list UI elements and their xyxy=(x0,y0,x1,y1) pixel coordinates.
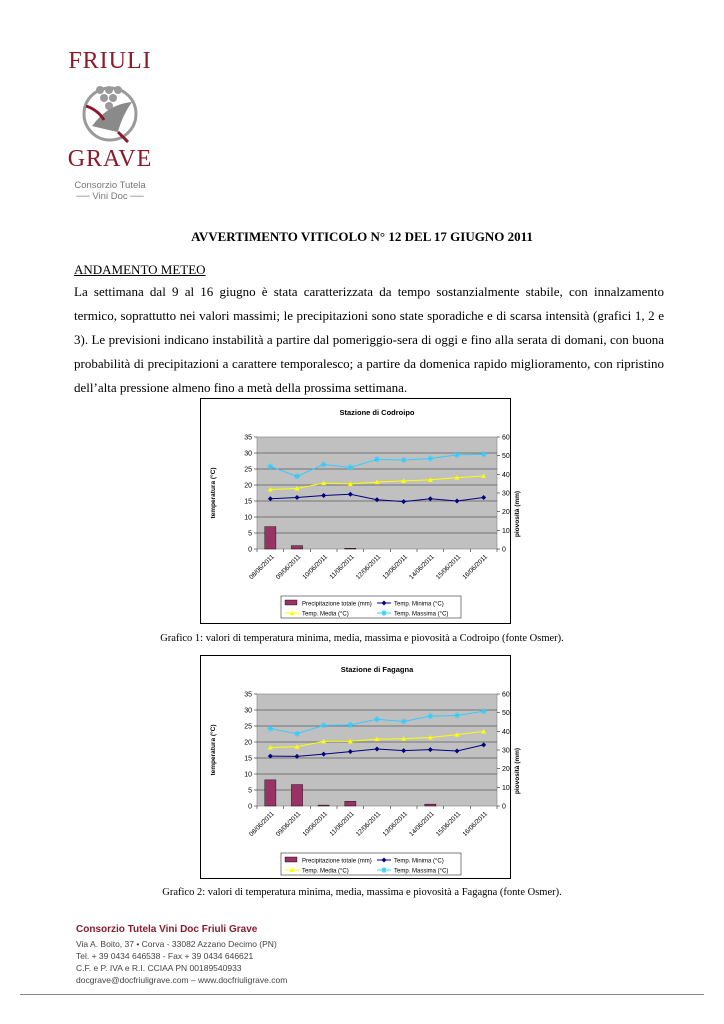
caption-chart-2: Grafico 2: valori di temperatura minima, media, massima e piovosità a Fagagna (fonte Osmer). xyxy=(162,887,562,898)
codroipo-xtick-label: 08/06/2011 xyxy=(248,553,276,582)
footer-phone: Tel. + 39 0434 646538 - Fax + 39 0434 646621 xyxy=(76,951,254,961)
codroipo-xtick-label: 14/06/2011 xyxy=(408,553,436,582)
codroipo-ytick-label: 0 xyxy=(248,546,252,554)
codroipo-bar-precip xyxy=(265,527,276,549)
codroipo-plot-area xyxy=(257,437,497,549)
fagagna-xtick-label: 13/06/2011 xyxy=(381,810,410,839)
fagagna-ytick-label: 25 xyxy=(244,723,252,731)
fagagna-legend-swatch xyxy=(285,857,297,862)
fagagna-title: Stazione di Fagagna xyxy=(340,665,414,674)
codroipo-legend-label: Temp. Minima (°C) xyxy=(394,601,444,608)
codroipo-ytick-label: 35 xyxy=(244,434,252,442)
fagagna-legend-label: Temp. Massima (°C) xyxy=(394,868,449,875)
chart-fagagna xyxy=(200,655,521,879)
weather-paragraph: La settimana dal 9 al 16 giugno è stata caratterizzata da tempo sostanzialmente stabile, con innalzamento termico, soprattutto nei valori massimi; le precipitazioni sono state sporadiche e di scarsa intensità (grafici 1, 2 e 3). Le previsioni indicano instabilità a partire dal pomeriggio-sera di oggi e fino alla serata di domani, con buona probabilità di precipitazioni a carattere temporalesco; a partire da domenica rapido miglioramento, con ripristino dell’alta pressione almeno fino a metà della prossima settimana. xyxy=(74,284,664,395)
fagagna-bar-precip xyxy=(265,780,276,806)
fagagna-y2tick-label: 10 xyxy=(502,784,510,792)
codroipo-ytick-label: 5 xyxy=(248,530,252,538)
fagagna-y2tick-label: 60 xyxy=(502,691,510,699)
fagagna-ytick-label: 0 xyxy=(248,803,252,811)
codroipo-y2tick-label: 50 xyxy=(502,453,510,461)
logo-brand-bottom: GRAVE xyxy=(67,146,153,172)
grape-emblem-icon xyxy=(78,76,142,146)
fagagna-ytick-label: 35 xyxy=(244,691,252,699)
chart-codroipo xyxy=(200,398,521,624)
chart-codroipo-svg xyxy=(201,399,521,623)
codroipo-ytick-label: 20 xyxy=(244,482,252,490)
fagagna-xtick-label: 16/06/2011 xyxy=(461,810,490,839)
fagagna-xtick-label: 09/06/2011 xyxy=(274,810,303,839)
logo-brand-top: FRIULI xyxy=(68,48,152,74)
codroipo-xtick-label: 13/06/2011 xyxy=(381,553,410,582)
codroipo-ytick-label: 10 xyxy=(244,514,252,522)
codroipo-y2label: piovosità (mm) xyxy=(514,490,521,538)
fagagna-xtick-label: 12/06/2011 xyxy=(354,810,383,839)
footer-name: Consorzio Tutela Vini Doc Friuli Grave xyxy=(76,924,258,935)
fagagna-ylabel: temperatura (°C) xyxy=(210,724,217,776)
codroipo-y2tick-label: 10 xyxy=(502,527,510,535)
fagagna-xtick-label: 14/06/2011 xyxy=(408,810,436,839)
fagagna-y2tick-label: 0 xyxy=(502,803,506,811)
consorzio-logo xyxy=(60,48,160,208)
fagagna-xtick-label: 11/06/2011 xyxy=(328,810,356,838)
footer-contact xyxy=(76,924,287,986)
codroipo-xtick-label: 11/06/2011 xyxy=(328,553,356,581)
codroipo-bar-precip xyxy=(291,546,302,549)
codroipo-xtick-label: 10/06/2011 xyxy=(301,553,330,582)
codroipo-y2tick-label: 40 xyxy=(502,471,510,479)
logo-tagline xyxy=(60,180,160,202)
fagagna-xtick-label: 08/06/2011 xyxy=(248,810,276,839)
footer-contact-line: docgrave@docfriuligrave.com – www.docfriuligrave.com xyxy=(76,975,288,985)
fagagna-y2tick-label: 20 xyxy=(502,766,510,774)
document-title: AVVERTIMENTO VITICOLO N° 12 DEL 17 GIUGNO 2011 xyxy=(191,229,533,244)
fagagna-ytick-label: 30 xyxy=(244,707,252,715)
fagagna-xtick-label: 15/06/2011 xyxy=(434,810,463,839)
logo-tagline-line2: ── Vini Doc ── xyxy=(76,191,144,202)
fagagna-bar-precip xyxy=(318,805,329,806)
codroipo-legend-label: Temp. Massima (°C) xyxy=(394,611,449,618)
codroipo-xtick-label: 09/06/2011 xyxy=(274,553,303,582)
fagagna-bar-precip xyxy=(345,801,356,806)
codroipo-xtick-label: 12/06/2011 xyxy=(354,553,383,582)
fagagna-bar-precip xyxy=(425,804,436,806)
codroipo-legend-label: Precipitazione totale (mm) xyxy=(302,601,372,608)
chart-fagagna-svg xyxy=(201,656,521,878)
fagagna-legend-label: Temp. Media (°C) xyxy=(302,868,349,875)
section-heading: ANDAMENTO METEO xyxy=(74,262,206,277)
fagagna-y2label: piovosità (mm) xyxy=(514,747,521,795)
caption-chart-1: Grafico 1: valori di temperatura minima, media, massima e piovosità a Codroipo (fonte Osmer). xyxy=(160,633,564,644)
fagagna-legend-label: Precipitazione totale (mm) xyxy=(302,858,372,865)
codroipo-ylabel: temperatura (°C) xyxy=(210,467,217,519)
fagagna-xtick-label: 10/06/2011 xyxy=(301,810,330,839)
codroipo-title: Stazione di Codroipo xyxy=(339,408,415,417)
codroipo-y2tick-label: 30 xyxy=(502,490,510,498)
footer-address: Via A. Boito, 37 • Corva - 33082 Azzano Decimo (PN) xyxy=(76,939,277,949)
codroipo-y2tick-label: 20 xyxy=(502,509,510,517)
codroipo-legend-swatch xyxy=(285,600,297,605)
fagagna-y2tick-label: 50 xyxy=(502,710,510,718)
footer-divider xyxy=(20,994,704,995)
codroipo-ytick-label: 30 xyxy=(244,450,252,458)
fagagna-ytick-label: 5 xyxy=(248,787,252,795)
codroipo-y2tick-label: 0 xyxy=(502,546,506,554)
fagagna-ytick-label: 20 xyxy=(244,739,252,747)
codroipo-xtick-label: 15/06/2011 xyxy=(434,553,463,582)
codroipo-ytick-label: 15 xyxy=(244,498,252,506)
fagagna-ytick-label: 10 xyxy=(244,771,252,779)
fagagna-ytick-label: 15 xyxy=(244,755,252,763)
codroipo-y2tick-label: 60 xyxy=(502,434,510,442)
fagagna-bar-precip xyxy=(291,785,302,806)
codroipo-ytick-label: 25 xyxy=(244,466,252,474)
logo-tagline-line1: Consorzio Tutela xyxy=(74,180,146,191)
codroipo-legend-label: Temp. Media (°C) xyxy=(302,611,349,618)
fagagna-y2tick-label: 30 xyxy=(502,747,510,755)
codroipo-xtick-label: 16/06/2011 xyxy=(461,553,490,582)
codroipo-bar-precip xyxy=(345,548,356,549)
fagagna-legend-label: Temp. Minima (°C) xyxy=(394,858,444,865)
fagagna-y2tick-label: 40 xyxy=(502,728,510,736)
footer-tax: C.F. e P. IVA e R.I. CCIAA PN 00189540933 xyxy=(76,963,242,973)
